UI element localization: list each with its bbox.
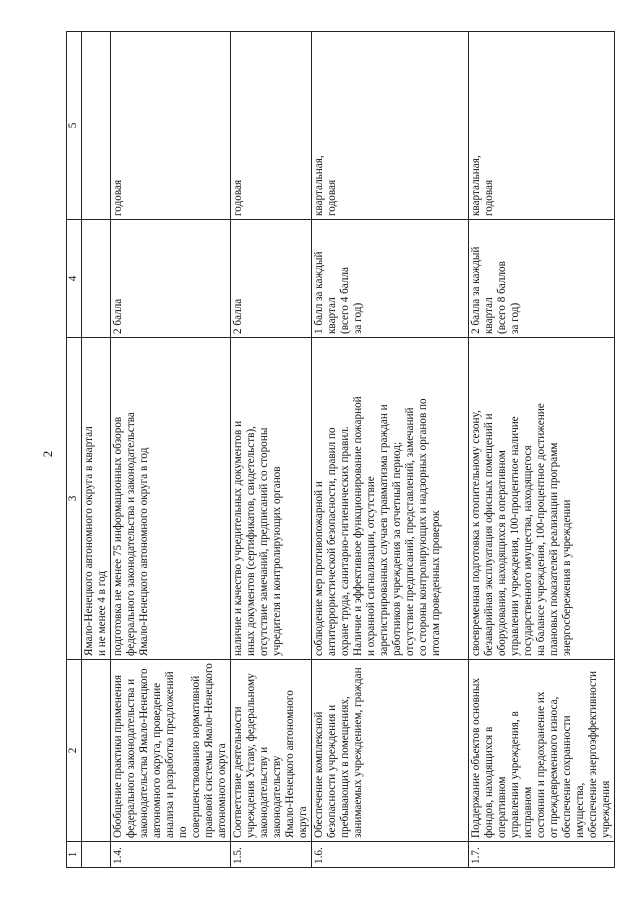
indicator-name [231, 660, 312, 842]
periodicity-text-line: годовая [326, 179, 338, 216]
periodicity-text-line: квартальная, [313, 155, 325, 216]
criteria-text-line: отсутствие предписаний, представлений, замечаний [404, 407, 416, 656]
indicator-name-line: законодательству и законодательству [258, 746, 283, 838]
periodicity-text [312, 32, 469, 220]
indicator-name-line: учреждения Уставу, федеральному [245, 673, 257, 838]
criteria-text-line: и не менее 4 в год [96, 570, 108, 656]
criteria-text [312, 338, 469, 660]
column-header: 4 [67, 220, 82, 338]
criteria-text-line: работников учреждения за отчетный период; [391, 441, 403, 656]
criteria-text-line: отсутствие замечаний, предписаний со стороны [258, 427, 270, 656]
table-row [82, 32, 111, 868]
score-text-line: (всего 4 балла [339, 267, 351, 334]
score-text-line: (всего 8 баллов [496, 261, 508, 334]
indicator-name-line: совершенствованию нормативной [190, 675, 202, 838]
rotated-table-container [66, 32, 612, 868]
score-text [312, 220, 469, 338]
indicator-name-line: пребывающих в помещениях, [339, 696, 351, 838]
row-number: 1.4. [111, 842, 231, 868]
row-number: 1.6. [312, 842, 469, 868]
indicator-name-line: Обобщение практики применения [112, 675, 124, 838]
score-text [111, 220, 231, 338]
row-number: 1.7. [469, 842, 615, 868]
criteria-text-line: энергосбережения в учреждении [561, 499, 573, 656]
criteria-text-line: федерального законодательства и законодательства [125, 412, 137, 656]
table-row [111, 32, 231, 868]
indicator-name [469, 660, 615, 842]
page-number: 2 [40, 450, 55, 458]
table-row [231, 32, 312, 868]
indicator-name-line: Поддержание объектов основных [470, 678, 482, 838]
indicator-name-line: занимаемых учреждением, граждан [352, 667, 364, 838]
criteria-text-line: соблюдение мер противопожарной и [313, 481, 325, 656]
column-header: 1 [67, 842, 82, 868]
table-row [469, 32, 615, 868]
indicator-name-line: от преждевременного износа, [548, 696, 560, 838]
criteria-text-line: зарегистрированных случаев травматизма граждан и [378, 404, 390, 656]
periodicity-text [111, 32, 231, 220]
criteria-text-line: оборудования, находящихся в оперативном [496, 450, 508, 656]
indicator-name-line: автономного округа, проведение [151, 682, 163, 838]
criteria-text [111, 338, 231, 660]
indicator-name-line: Обеспечение комплексной [313, 711, 325, 838]
criteria-text-line: государственного имущества, находящегося [522, 445, 534, 656]
score-text-line: квартал [483, 297, 495, 334]
criteria-text-line: плановых показателей реализации программ [548, 442, 560, 656]
indicator-name-line: законодательства Ямало-Ненецкого [138, 668, 150, 838]
indicator-name-line: анализа и разработка предложений по [164, 671, 189, 838]
criteria-text [469, 338, 615, 660]
criteria-text-line: на балансе учреждения, 100-процентное достижение [535, 403, 547, 656]
criteria-text-line: безаварийная эксплуатация офисных помещений и [483, 413, 495, 656]
criteria-text-line: охране труда, санитарно-гигиенических правил. [339, 426, 351, 656]
score-text [469, 220, 615, 338]
periodicity-text-line: годовая [483, 179, 495, 216]
periodicity-text-line: годовая [232, 179, 244, 216]
indicator-name-line: состоянии и предохранение их [535, 691, 547, 838]
periodicity-text [469, 32, 615, 220]
criteria-text-line: подготовка не менее 75 информационных обзоров [112, 416, 124, 656]
criteria-text-line: Ямало-Ненецкого автономного округа в год [138, 447, 150, 656]
criteria-text-line: управлении учреждения, 100-процентное наличие [509, 416, 521, 656]
indicator-name-line: обеспечение сохранности имущества, [561, 715, 586, 838]
indicator-name [312, 660, 469, 842]
criteria-text-line: итогам проведенных проверок [430, 510, 442, 656]
criteria-text-line: Наличие и эффективное функционирование пожарной [352, 396, 364, 656]
indicator-name-line: правовой системы Ямало-Ненецкого [203, 663, 215, 838]
score-text-line: 2 балла [232, 298, 244, 334]
criteria-text [82, 338, 111, 660]
score-text-line: 1 балл за каждый [313, 251, 325, 334]
criteria-text-line: учредителя и контролирующих органов [271, 466, 283, 656]
periodicity-text [231, 32, 312, 220]
criteria-text-line: антитеррористической безопасности, правил по [326, 427, 338, 656]
indicator-name-line: обеспечение энергоэффективности [587, 670, 599, 838]
periodicity-text [82, 32, 111, 220]
periodicity-text-line: квартальная, [470, 155, 482, 216]
row-number: 1.5. [231, 842, 312, 868]
periodicity-text-line: годовая [112, 179, 124, 216]
row-number [82, 842, 111, 868]
indicator-name-line: Соответствие деятельности [232, 706, 244, 838]
indicator-name-line: учреждения [600, 780, 612, 838]
column-header: 2 [67, 660, 82, 842]
criteria-table [66, 31, 615, 868]
indicator-name [82, 660, 111, 842]
criteria-text-line: иных документов (сертификатов, свидетельств), [245, 426, 257, 656]
indicator-name [111, 660, 231, 842]
score-text [82, 220, 111, 338]
indicator-name-line: федерального законодательства и [125, 678, 137, 838]
criteria-text-line: и охранной сигнализации, отсутствие [365, 476, 377, 656]
column-header: 5 [67, 32, 82, 220]
score-text-line: за год) [509, 302, 521, 334]
indicator-name-line: фондов, находящихся в оперативном [483, 726, 508, 838]
indicator-name-line: управлении учреждения, в исправном [509, 711, 534, 838]
criteria-text [231, 338, 312, 660]
score-text-line: 2 балла [112, 298, 124, 334]
criteria-text-line: своевременная подготовка к отопительному сезону, [470, 410, 482, 656]
header-row [67, 32, 82, 868]
column-header: 3 [67, 338, 82, 660]
indicator-name-line: автономного округа [216, 743, 228, 838]
indicator-name-line: безопасности учреждения и [326, 704, 338, 838]
score-text-line: 2 балла за каждый [470, 246, 482, 334]
score-text [231, 220, 312, 338]
table-row [312, 32, 469, 868]
score-text-line: за год) [352, 302, 364, 334]
criteria-text-line: Ямало-Ненецкого автономного округа в квартал [83, 426, 95, 656]
criteria-text-line: наличие и качество учредительных документов и [232, 420, 244, 656]
score-text-line: квартал [326, 297, 338, 334]
criteria-text-line: со стороны контролирующих и надзорных органов по [417, 398, 429, 656]
indicator-name-line: Ямало-Ненецкого автономного округа [284, 690, 309, 838]
